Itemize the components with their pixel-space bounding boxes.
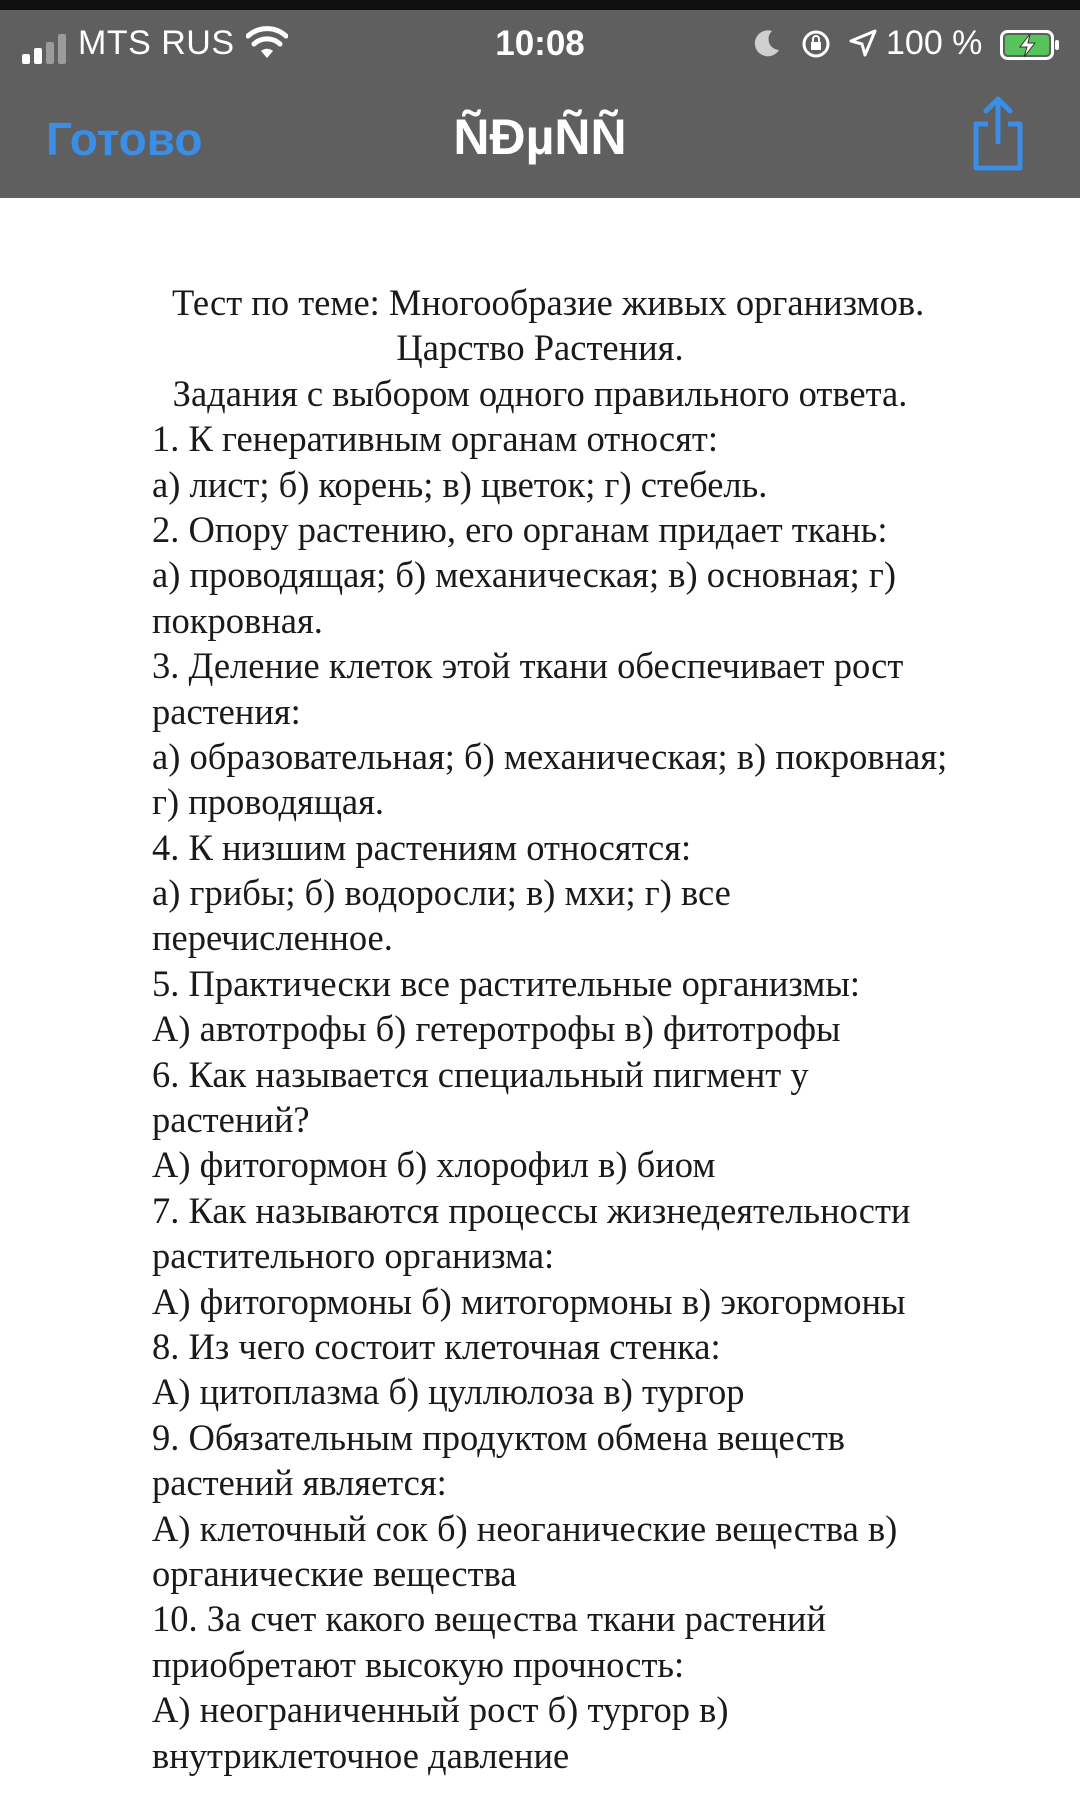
doc-line: А) фитогормон б) хлорофил в) биом (152, 1144, 716, 1186)
battery-percent: 100 % (886, 24, 983, 62)
clock-time: 10:08 (495, 24, 585, 63)
top-bar (0, 0, 1080, 198)
doc-line: г) проводящая. (152, 781, 385, 823)
nav-bar (0, 72, 1080, 198)
doc-line: внутриклеточное давление (152, 1734, 570, 1776)
document-title: ÑÐµÑÑ (453, 109, 627, 165)
doc-header-line: Задания с выбором одного правильного ответа. (172, 372, 908, 414)
rotation-lock-icon (800, 28, 832, 60)
doc-line: 8. Из чего состоит клеточная стенка: (152, 1325, 721, 1367)
doc-line: а) проводящая; б) механическая; в) основная; г) (152, 554, 897, 596)
doc-line: 6. Как называется специальный пигмент у (152, 1053, 809, 1095)
doc-line: покровная. (152, 599, 323, 641)
doc-line: а) грибы; б) водоросли; в) мхи; г) все (152, 872, 731, 914)
doc-line: 2. Опору растению, его органам придает ткань: (152, 508, 888, 550)
doc-header-line: Тест по теме: Многообразие живых организмов. (172, 282, 925, 323)
doc-line: 7. Как называются процессы жизнедеятельности (152, 1189, 911, 1231)
doc-line: 4. К низшим растениям относятся: (152, 826, 692, 868)
doc-line: растений? (152, 1099, 310, 1141)
doc-line: 9. Обязательным продуктом обмена веществ (152, 1416, 846, 1458)
doc-line: А) автотрофы б) гетеротрофы в) фитотрофы (152, 1008, 841, 1050)
document-content (152, 280, 992, 1778)
doc-line: приобретают высокую прочность: (152, 1643, 685, 1685)
doc-line: растительного организма: (152, 1235, 555, 1277)
carrier-name: MTS RUS (78, 24, 235, 62)
moon-icon (752, 28, 782, 58)
doc-line: А) клеточный сок б) неоганические вещества в) (152, 1507, 898, 1549)
battery-charging-icon (1000, 30, 1060, 60)
doc-line: растения: (152, 690, 301, 732)
doc-line: перечисленное. (152, 917, 393, 959)
doc-line: 10. За счет какого вещества ткани растений (152, 1598, 827, 1640)
doc-line: а) лист; б) корень; в) цветок; г) стебель. (152, 463, 768, 505)
share-icon[interactable] (968, 96, 1028, 172)
top-edge (0, 0, 1080, 10)
location-icon (848, 28, 878, 58)
doc-header-line: Царство Растения. (396, 327, 684, 369)
doc-line: растений является: (152, 1462, 447, 1504)
doc-line: 1. К генеративным органам относят: (152, 418, 719, 460)
doc-line: а) образовательная; б) механическая; в) покровная; (152, 735, 948, 777)
doc-line: А) фитогормоны б) митогормоны в) экогормоны (152, 1280, 906, 1322)
status-bar (0, 16, 1080, 72)
done-button[interactable]: Готово (46, 113, 203, 165)
doc-line: А) неограниченный рост б) тургор в) (152, 1689, 729, 1731)
doc-line: органические вещества (152, 1552, 517, 1594)
doc-line: 3. Деление клеток этой ткани обеспечивает рост (152, 645, 904, 687)
doc-line: 5. Практически все растительные организмы: (152, 962, 861, 1004)
doc-line: А) цитоплазма б) цуллюлоза в) тургор (152, 1371, 745, 1413)
